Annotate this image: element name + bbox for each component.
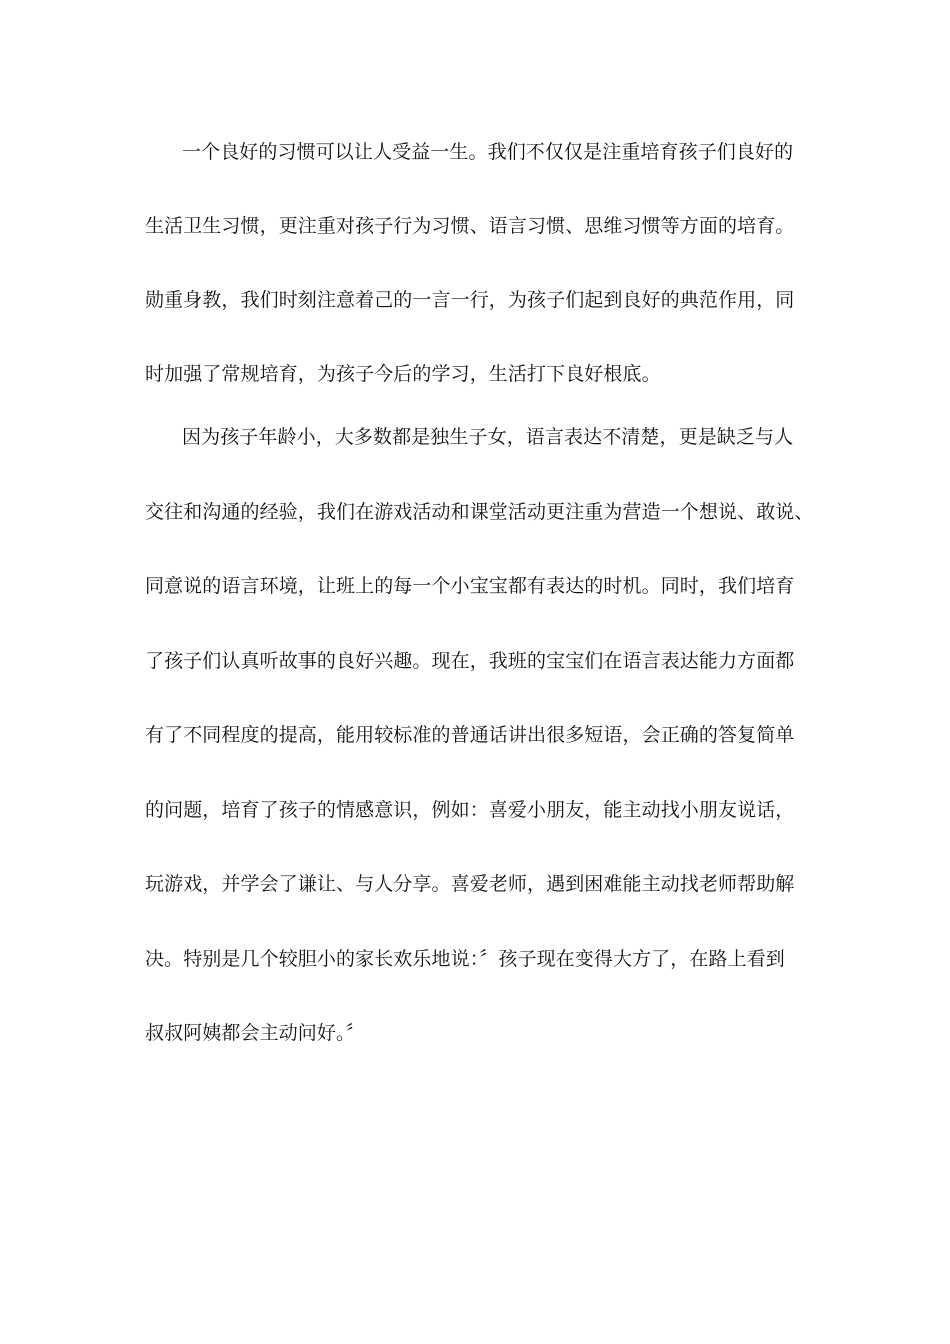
paragraph-2-line-9: 叔叔阿姨都会主动问好。〞 <box>145 1022 365 1044</box>
paragraph-2-line-7: 玩游戏，并学会了谦让、与人分享。喜爱老师，遇到困难能主动找老师帮助解 <box>145 873 795 895</box>
paragraph-2-line-3: 同意说的语言环境，让班上的每一个小宝宝都有表达的时机。同时，我们培育 <box>145 575 795 597</box>
paragraph-2-line-8: 决。特别是几个较胆小的家长欢乐地说：〞孩子现在变得大方了，在路上看到 <box>145 948 785 970</box>
paragraph-2-line-4: 了孩子们认真听故事的良好兴趣。现在，我班的宝宝们在语言表达能力方面都 <box>145 650 795 672</box>
paragraph-1-line-2: 生活卫生习惯，更注重对孩子行为习惯、语言习惯、思维习惯等方面的培育。 <box>145 215 795 237</box>
paragraph-2-line-1: 因为孩子年龄小，大多数都是独生子女，语言表达不清楚，更是缺乏与人 <box>182 426 794 448</box>
paragraph-1-line-4: 时加强了常规培育，为孩子今后的学习，生活打下良好根底。 <box>145 363 661 385</box>
paragraph-2-line-2: 交往和沟通的经验，我们在游戏活动和课堂活动更注重为营造一个想说、敢说、 <box>145 501 814 523</box>
paragraph-2-line-6: 的问题，培育了孩子的情感意识，例如：喜爱小朋友，能主动找小朋友说话， <box>145 799 795 821</box>
paragraph-1-line-3: 勋重身教，我们时刻注意着己的一言一行，为孩子们起到良好的典范作用，同 <box>145 289 795 311</box>
paragraph-2-line-5: 有了不同程度的提高，能用较标准的普通话讲出很多短语，会正确的答复简单 <box>145 724 795 746</box>
paragraph-1-line-1: 一个良好的习惯可以让人受益一生。我们不仅仅是注重培育孩子们良好的 <box>182 141 794 163</box>
